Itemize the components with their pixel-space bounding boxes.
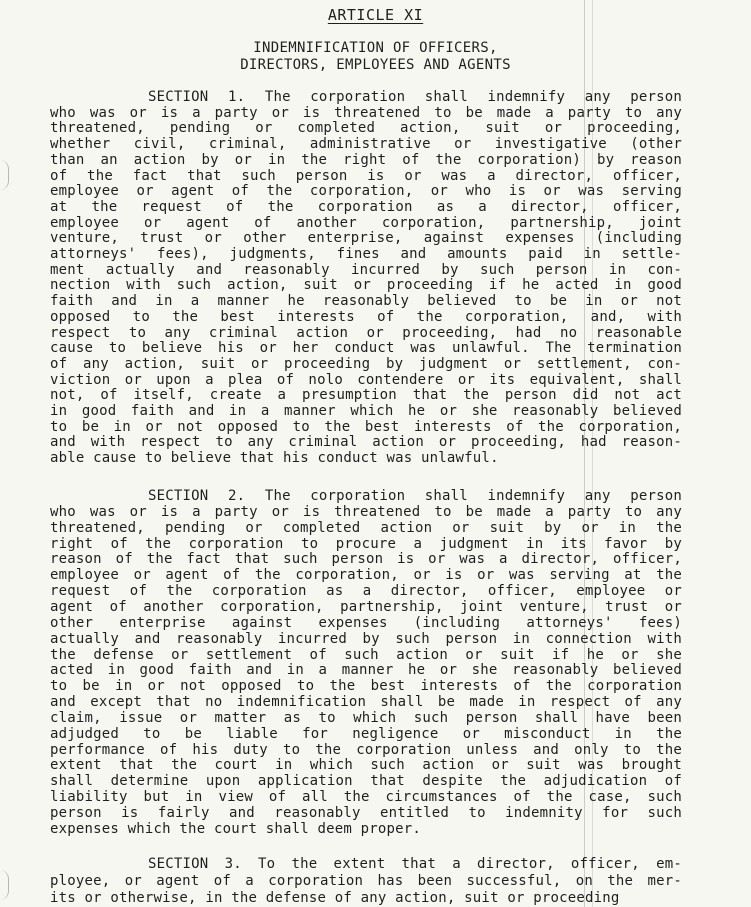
section2-line: shall determine upon application that despite the adjudication of	[50, 773, 682, 790]
binding-hole-mark	[0, 870, 9, 900]
section3-line: its or otherwise, in the defense of any action, suit or proceeding	[50, 890, 620, 906]
section1-line: in good faith and in a manner which he or she reasonably believed	[50, 403, 682, 419]
section2-line: SECTION 2. The corporation shall indemnify any person	[148, 488, 682, 504]
section1-line: employee or agent of another corporation, partnership, joint	[50, 214, 682, 231]
section2-line: performance of his duty to the corporation unless and only to the	[50, 741, 682, 758]
section1-line: respect to any criminal action or proceeding, had no reasonable	[50, 324, 682, 341]
section2-line: who was or is a party or is threatened to be made a party to any	[50, 503, 682, 520]
section1-line: nection with such action, suit or proceeding if he acted in good	[50, 277, 682, 294]
article-title-text: ARTICLE XI	[327, 6, 424, 24]
section1-line: at the request of the corporation as a director, officer,	[50, 198, 682, 215]
section1-line: not, of itself, create a presumption that the person did not act	[50, 387, 682, 404]
section2-line: acted in good faith and in a manner he or she reasonably believed	[50, 662, 682, 679]
section1-line: able cause to believe that his conduct was unlawful.	[50, 450, 499, 467]
section2-line: reason of the fact that such person is or was a director, officer,	[50, 551, 682, 568]
section2-line: actually and reasonably incurred by such person in connection with	[50, 630, 682, 647]
section1-line: venture, trust or other enterprise, against expenses (including	[50, 230, 682, 247]
section1-line: viction or upon a plea of nolo contendere or its equivalent, shall	[50, 371, 682, 388]
section2-line: employee or agent of the corporation, or is or was serving at the	[50, 567, 682, 584]
section1-line: of any action, suit or proceeding by judgment or settlement, con-	[50, 355, 682, 372]
section2-line: request of the corporation as a director, officer, employee or	[50, 583, 682, 600]
section1-line: whether civil, criminal, administrative or investigative (other	[50, 136, 682, 153]
section1-line: SECTION 1. The corporation shall indemnify any person	[148, 89, 682, 105]
section1-line: of the fact that such person is or was a director, officer,	[50, 167, 682, 184]
section1-line: attorneys' fees), judgments, fines and amounts paid in settle-	[50, 246, 682, 262]
section2-line: liability but in view of all the circumstances of the case, such	[50, 789, 682, 806]
section1-line: ment actually and reasonably incurred by such person in con-	[50, 261, 682, 278]
section1-line: opposed to the best interests of the corporation, and, with	[50, 308, 682, 325]
section3-line: ployee, or agent of a corporation has been successful, on the mer-	[50, 873, 682, 889]
section2-line: the defense or settlement of such action or suit if he or she	[50, 646, 682, 663]
section1-line: than an action by or in the right of the corporation) by reason	[50, 151, 682, 168]
section2-line: agent of another corporation, partnership, joint venture, trust or	[50, 598, 682, 615]
binding-hole-mark	[0, 160, 9, 190]
section1-line: who was or is a party or is threatened to be made a party to any	[50, 104, 682, 121]
section1-line: employee or agent of the corporation, or who is or was serving	[50, 183, 682, 200]
article-title	[0, 6, 751, 24]
section2-line: adjudged to be liable for negligence or misconduct in the	[50, 725, 682, 742]
section2-line: extent that the court in which such action or suit was brought	[50, 757, 682, 774]
section3-line: SECTION 3. To the extent that a director, officer, em-	[148, 856, 682, 872]
section1-line: threatened, pending or completed action, suit or proceeding,	[50, 120, 682, 137]
section2-line: other enterprise against expenses (including attorneys' fees)	[50, 614, 682, 631]
section1-line: and with respect to any criminal action or proceeding, had reason-	[50, 434, 682, 451]
section1-line: cause to believe his or her conduct was unlawful. The termination	[50, 340, 682, 357]
section2-line: person is fairly and reasonably entitled to indemnity for such	[50, 805, 682, 821]
section2-line: right of the corporation to procure a judgment in its favor by	[50, 535, 682, 552]
article-heading-line-2: DIRECTORS, EMPLOYEES AND AGENTS	[240, 57, 511, 73]
section2-line: claim, issue or matter as to which such person shall have been	[50, 709, 682, 726]
article-heading-line-1: INDEMNIFICATION OF OFFICERS,	[253, 40, 498, 56]
section2-line: expenses which the court shall deem proper.	[50, 820, 422, 837]
section2-line: and except that no indemnification shall be made in respect of any	[50, 694, 682, 711]
section1-line: faith and in a manner he reasonably believed to be in or not	[50, 293, 682, 310]
section2-line: threatened, pending or completed action or suit by or in the	[50, 519, 682, 536]
section1-line: to be in or not opposed to the best interests of the corporation,	[50, 418, 682, 435]
section2-line: to be in or not opposed to the best interests of the corporation	[50, 678, 682, 695]
